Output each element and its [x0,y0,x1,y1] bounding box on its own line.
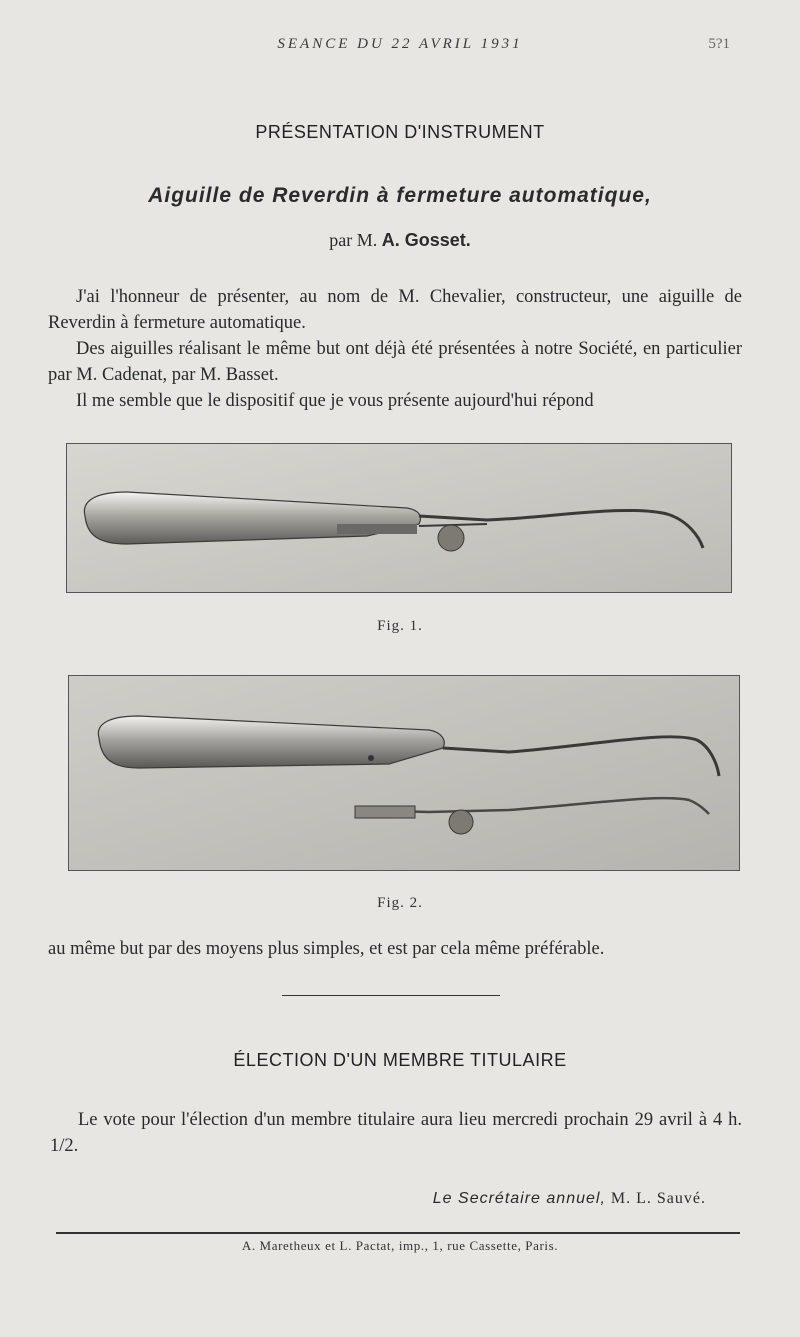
reverdin-needle-image [67,444,731,592]
reverdin-needle-disassembled-image [69,676,739,870]
section-divider [282,995,500,996]
byline-prefix: par M. [329,230,378,250]
section-title-election: ÉLECTION D'UN MEMBRE TITULAIRE [233,1050,567,1070]
paragraph-2: Des aiguilles réalisant le même but ont déjà été présentées à notre Société, en particulier par M. Cadenat, par M. Basset. [48,339,742,385]
page-number: 5?1 [708,36,730,52]
figure-2-caption: Fig. 2. [377,895,423,911]
byline [0,230,800,251]
figure-2-photo [68,675,740,871]
figure-1-caption: Fig. 1. [377,618,423,634]
byline-author: A. Gosset. [381,230,471,250]
section-title-presentation: PRÉSENTATION D'INSTRUMENT [255,122,545,142]
footer-rule [56,1232,740,1234]
signature [433,1190,706,1208]
paragraph-continuation: au même but par des moyens plus simples, et est par cela même préférable. [48,939,605,959]
printer-imprint: A. Maretheux et L. Pactat, imp., 1, rue Cassette, Paris. [241,1238,559,1253]
signature-name: M. L. Sauvé. [610,1190,706,1207]
signature-role: Le Secrétaire annuel, [432,1190,606,1207]
paragraph-3: Il me semble que le dispositif que je vous présente aujourd'hui répond [76,391,594,411]
election-paragraph: Le vote pour l'élection d'un membre titulaire aura lieu mercredi prochain 29 avril à 4 h. 1/2. [50,1110,742,1156]
paragraph-1: J'ai l'honneur de présenter, au nom de M. Chevalier, constructeur, une aiguille de Reverdin à fermeture automatique. [48,287,742,333]
figure-1-photo [66,443,732,593]
running-head: SEANCE DU 22 AVRIL 1931 [277,36,523,52]
article-title: Aiguille de Reverdin à fermeture automatique, [148,184,652,207]
